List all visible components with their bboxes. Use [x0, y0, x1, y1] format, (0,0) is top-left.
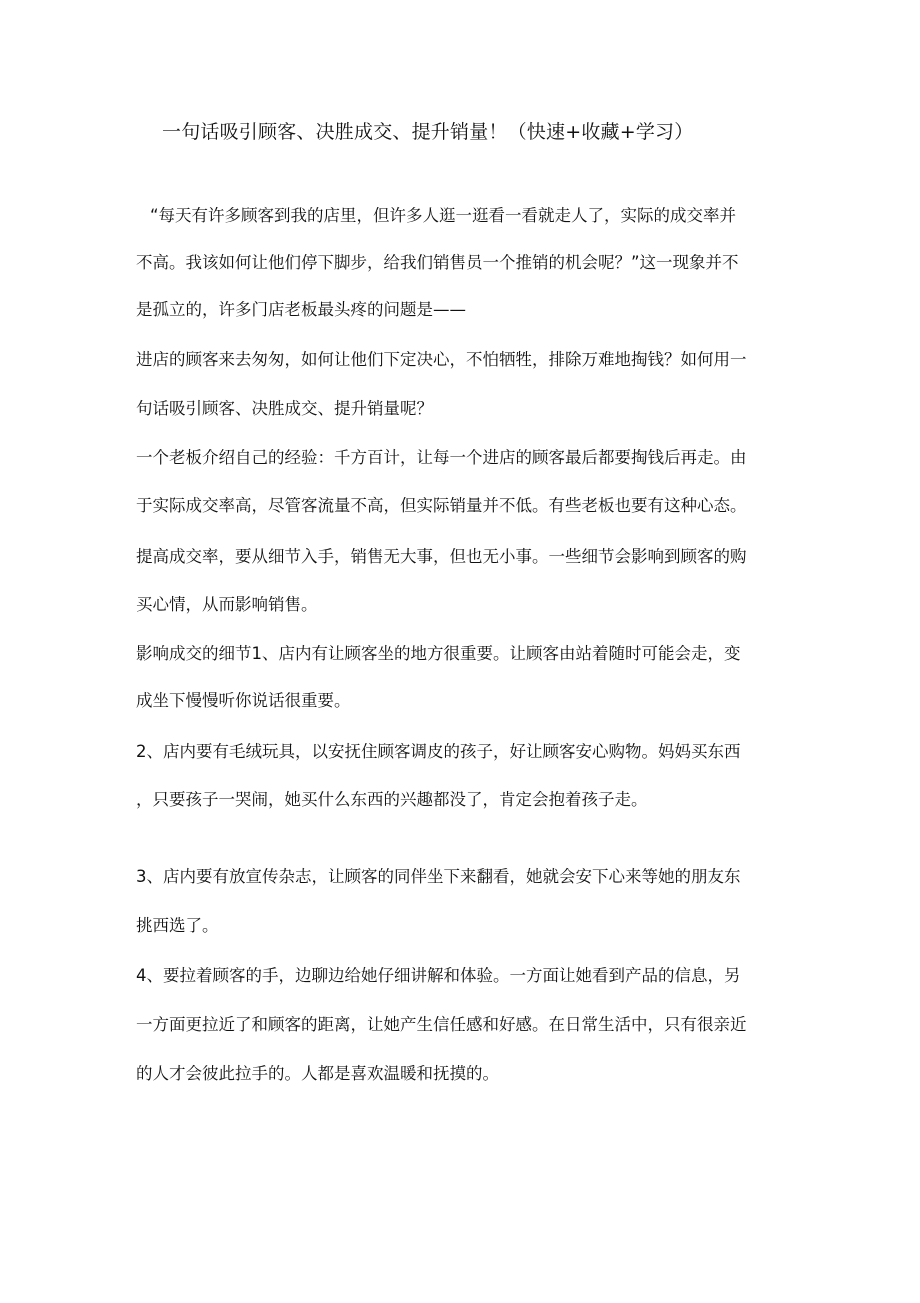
paragraph-line: 的人才会彼此拉手的。人都是喜欢温暖和抚摸的。 — [136, 1064, 499, 1083]
paragraph-line: 一方面更拉近了和顾客的距离，让她产生信任感和好感。在日常生活中，只有很亲近 — [136, 1015, 747, 1034]
paragraph-line: 2、店内要有毛绒玩具，以安抚住顾客调皮的孩子，好让顾客安心购物。妈妈买东西 — [136, 742, 741, 761]
paragraph-line: 进店的顾客来去匆匆，如何让他们下定决心，不怕牺牲，排除万难地掏钱？如何用一 — [136, 350, 747, 369]
paragraph-line: ，只要孩子一哭闹，她买什么东西的兴趣都没了，肯定会抱着孩子走。 — [136, 790, 648, 809]
paragraph-line: 挑西选了。 — [136, 916, 219, 935]
paragraph-line: 买心情，从而影响销售。 — [136, 595, 318, 614]
paragraph-line: 不高。我该如何让他们停下脚步，给我们销售员一个推销的机会呢？”这一现象并不 — [136, 253, 739, 272]
document-title: 一句话吸引顾客、决胜成交、提升销量！（快速+收藏+学习） — [162, 121, 694, 143]
paragraph-line: 是孤立的，许多门店老板最头疼的问题是—— — [136, 300, 466, 319]
paragraph-line: 句话吸引顾客、决胜成交、提升销量呢？ — [136, 399, 433, 418]
paragraph-line: 4、要拉着顾客的手，边聊边给她仔细讲解和体验。一方面让她看到产品的信息，另 — [136, 966, 741, 985]
paragraph-line: 影响成交的细节1、店内有让顾客坐的地方很重要。让顾客由站着随时可能会走，变 — [136, 644, 741, 663]
paragraph-line: “每天有许多顾客到我的店里，但许多人逛一逛看一看就走人了，实际的成交率并 — [150, 206, 737, 225]
paragraph-line: 于实际成交率高，尽管客流量不高，但实际销量并不低。有些老板也要有这种心态。 — [136, 496, 747, 515]
paragraph-line: 提高成交率，要从细节入手，销售无大事，但也无小事。一些细节会影响到顾客的购 — [136, 547, 747, 566]
paragraph-line: 一个老板介绍自己的经验：千方百计，让每一个进店的顾客最后都要掏钱后再走。由 — [136, 448, 747, 467]
paragraph-line: 3、店内要有放宣传杂志，让顾客的同伴坐下来翻看，她就会安下心来等她的朋友东 — [136, 867, 741, 886]
paragraph-line: 成坐下慢慢听你说话很重要。 — [136, 691, 351, 710]
